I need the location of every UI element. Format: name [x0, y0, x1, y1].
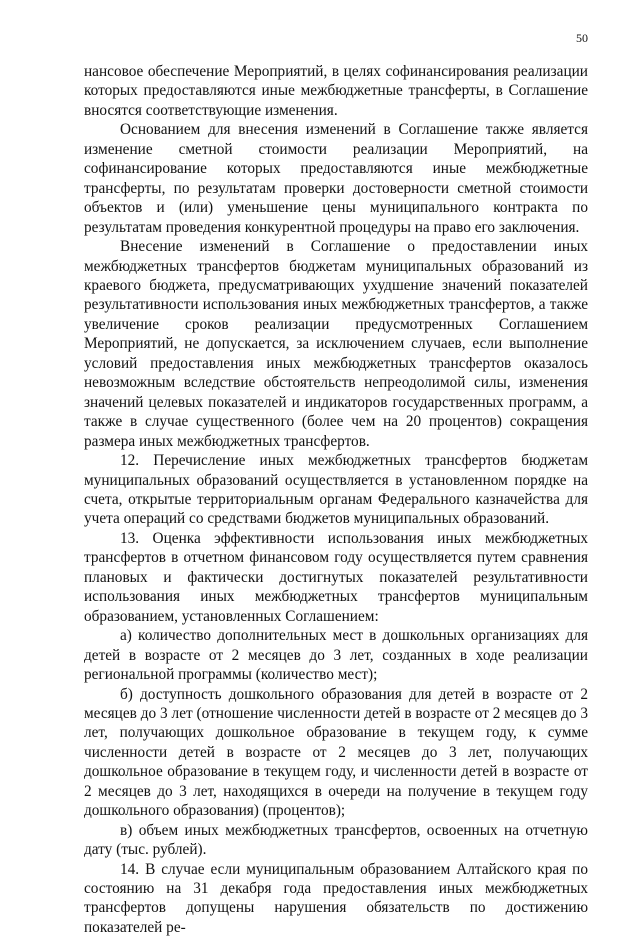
paragraph-changes-restrictions: Внесение изменений в Соглашение о предоставлении иных межбюджетных трансфертов бюджетам муниципальных образований из краевого бюджета, предусматривающих ухудшение значений показателей результативности использования иных межбюджетных трансфертов, а также увеличение сроков реализации предусмотренных Соглашением Мероприятий, не допускается, за исключением случаев, если выполнение условий предоставления иных межбюджетных трансфертов оказалось невозможным вследствие обстоятельств непреодолимой силы, изменения значений целевых показателей и индикаторов государственных программ, а также в случае существенного (более чем на 20 процентов) сокращения размера иных межбюджетных трансфертов. — [84, 238, 588, 450]
paragraph-item-12: 12. Перечисление иных межбюджетных трансфертов бюджетам муниципальных образований осуществляется в установленном порядке на счета, открытые территориальным органам Федерального казначейства для учета операций со средствами бюджетов муниципальных образований. — [84, 452, 588, 528]
paragraph-continuation: нансовое обеспечение Мероприятий, в целях софинансирования реализации которых предоставляются иные межбюджетные трансферты, в Соглашение вносятся соответствующие изменения. — [84, 63, 588, 119]
paragraph-grounds-for-changes: Основанием для внесения изменений в Соглашение также является изменение сметной стоимости реализации Мероприятий, на софинансирование которых предоставляются иные межбюджетные трансферты, по результатам проверки достоверности сметной стоимости объектов и (или) уменьшение цены муниципального контракта по результатам проведения конкурентной процедуры на право его заключения. — [84, 121, 588, 236]
paragraph-item-13: 13. Оценка эффективности использования иных межбюджетных трансфертов в отчетном финансовом году осуществляется путем сравнения плановых и фактически достигнутых показателей результативности использования иных межбюджетных трансфертов муниципальным образованием, установленных Соглашением: — [84, 529, 588, 625]
paragraph-subitem-b: б) доступность дошкольного образования для детей в возрасте от 2 месяцев до 3 лет (отношение численности детей в возрасте от 2 месяцев до 3 лет, получающих дошкольное образование в текущем году, к сумме численности детей в возрасте от 2 месяцев до 3 лет, получающих дошкольное образование в текущем году, и численности детей в возрасте от 2 месяцев до 3 лет, находящихся в очереди на получение в текущем году дошкольного образования) (процентов); — [84, 685, 588, 820]
document-body — [84, 62, 588, 937]
paragraph-subitem-v: в) объем иных межбюджетных трансфертов, освоенных на отчетную дату (тыс. рублей). — [84, 821, 588, 859]
paragraph-item-14: 14. В случае если муниципальным образованием Алтайского края по состоянию на 31 декабря года предоставления иных межбюджетных трансфертов допущены нарушения обязательств по достижению показателей ре- — [84, 860, 588, 936]
page-number: 50 — [576, 31, 588, 45]
paragraph-subitem-a: а) количество дополнительных мест в дошкольных организациях для детей в возрасте от 2 месяцев до 3 лет, созданных в ходе реализации региональной программы (количество мест); — [84, 627, 588, 684]
